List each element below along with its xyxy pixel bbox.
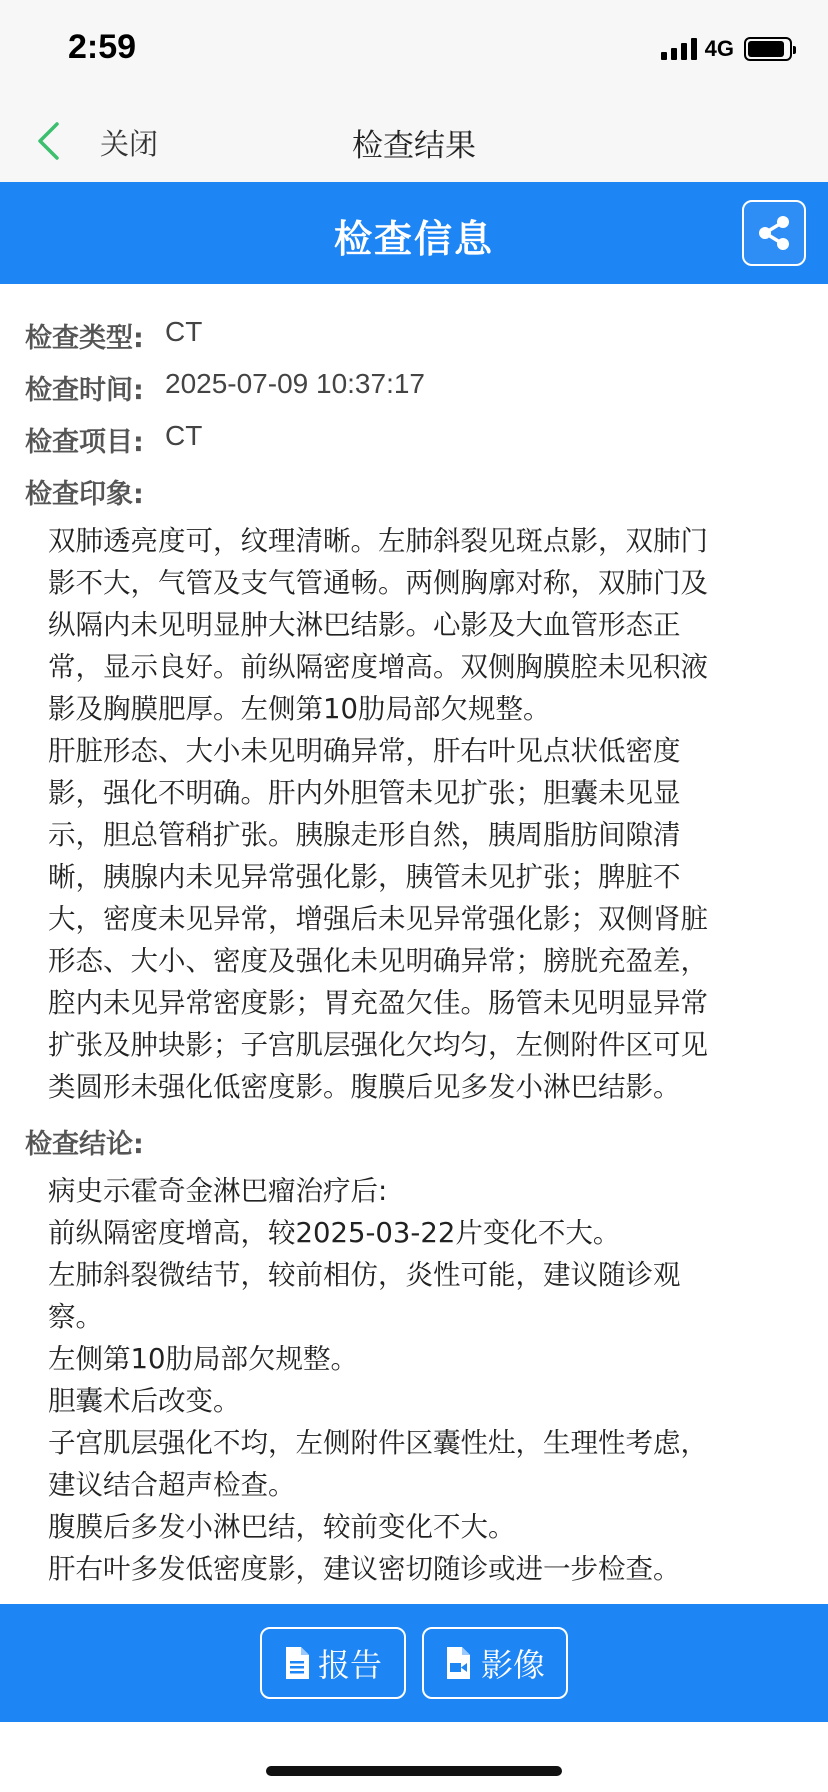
impression-text	[48, 520, 778, 1108]
home-area	[0, 1722, 828, 1792]
field-exam-time	[25, 368, 425, 407]
impression-line: 影，强化不明确。肝内外胆管未见扩张；胆囊未见显	[48, 777, 681, 809]
impression-line: 晰，胰腺内未见异常强化影，胰管未见扩张；脾脏不	[48, 861, 681, 893]
impression-line: 常，显示良好。前纵隔密度增高。双侧胸膜腔未见积液	[48, 651, 708, 683]
close-button[interactable]: 关闭	[100, 127, 159, 161]
impression-line: 肝脏形态、大小未见明确异常，肝右叶见点状低密度	[48, 735, 681, 767]
conclusion-line: 左侧第10肋局部欠规整。	[48, 1343, 358, 1375]
conclusion-line: 前纵隔密度增高，较2025-03-22片变化不大。	[48, 1217, 621, 1249]
conclusion-line: 察。	[48, 1301, 103, 1333]
image-label: 影像	[480, 1646, 545, 1684]
battery-fill	[748, 41, 784, 57]
field-label: 检查时间:	[25, 375, 144, 406]
conclusion-line: 病史示霍奇金淋巴瘤治疗后:	[48, 1175, 388, 1207]
conclusion-line: 腹膜后多发小淋巴结，较前变化不大。	[48, 1511, 516, 1543]
field-label: 检查类型:	[25, 323, 144, 354]
impression-label: 检查印象:	[25, 479, 144, 510]
status-bar	[0, 0, 828, 100]
report-label: 报告	[317, 1646, 382, 1684]
impression-line: 影不大，气管及支气管通畅。两侧胸廓对称，双肺门及	[48, 567, 708, 599]
field-exam-item	[25, 420, 202, 459]
impression-line: 扩张及肿块影；子宫肌层强化欠均匀，左侧附件区可见	[48, 1029, 708, 1061]
impression-line: 大，密度未见异常，增强后未见异常强化影；双侧肾脏	[48, 903, 708, 935]
impression-line: 纵隔内未见明显肿大淋巴结影。心影及大血管形态正	[48, 609, 681, 641]
field-value: CT	[165, 316, 203, 347]
video-file-icon	[445, 1646, 473, 1680]
share-icon	[756, 215, 792, 251]
impression-line: 腔内未见异常密度影；胃充盈欠佳。肠管未见明显异常	[48, 987, 708, 1019]
impression-line: 形态、大小、密度及强化未见明确异常；膀胱充盈差，	[48, 945, 708, 977]
bottom-action-bar	[0, 1604, 828, 1722]
status-indicators	[661, 36, 792, 62]
report-button[interactable]	[260, 1627, 406, 1699]
document-icon	[284, 1646, 310, 1680]
home-indicator[interactable]	[266, 1766, 562, 1776]
share-button[interactable]	[742, 200, 806, 266]
conclusion-text	[48, 1170, 778, 1590]
field-label: 检查项目:	[25, 427, 144, 458]
battery-icon	[744, 37, 792, 61]
field-exam-type	[25, 316, 202, 355]
conclusion-label: 检查结论:	[25, 1129, 144, 1160]
header-title: 检查信息	[333, 217, 494, 261]
section-header	[0, 182, 828, 284]
conclusion-line: 胆囊术后改变。	[48, 1385, 241, 1417]
network-type: 4G	[704, 36, 734, 61]
page-title: 检查结果	[352, 128, 476, 164]
impression-line: 类圆形未强化低密度影。腹膜后见多发小淋巴结影。	[48, 1071, 681, 1103]
impression-line: 双肺透亮度可，纹理清晰。左肺斜裂见斑点影，双肺门	[48, 525, 708, 557]
image-button[interactable]	[422, 1627, 568, 1699]
conclusion-line: 建议结合超声检查。	[48, 1469, 296, 1501]
conclusion-line: 左肺斜裂微结节，较前相仿，炎性可能，建议随诊观	[48, 1259, 681, 1291]
conclusion-line: 子宫肌层强化不均，左侧附件区囊性灶，生理性考虑，	[48, 1427, 708, 1459]
exam-content[interactable]	[0, 284, 828, 1604]
impression-line: 影及胸膜肥厚。左侧第10肋局部欠规整。	[48, 693, 551, 725]
impression-line: 示，胆总管稍扩张。胰腺走形自然，胰周脂肪间隙清	[48, 819, 681, 851]
conclusion-line: 肝右叶多发低密度影，建议密切随诊或进一步检查。	[48, 1553, 681, 1585]
signal-icon	[661, 38, 697, 60]
field-value: CT	[165, 420, 203, 451]
nav-bar	[0, 100, 828, 182]
field-value: 2025-07-09 10:37:17	[165, 368, 425, 399]
status-time: 2:59	[68, 28, 137, 66]
